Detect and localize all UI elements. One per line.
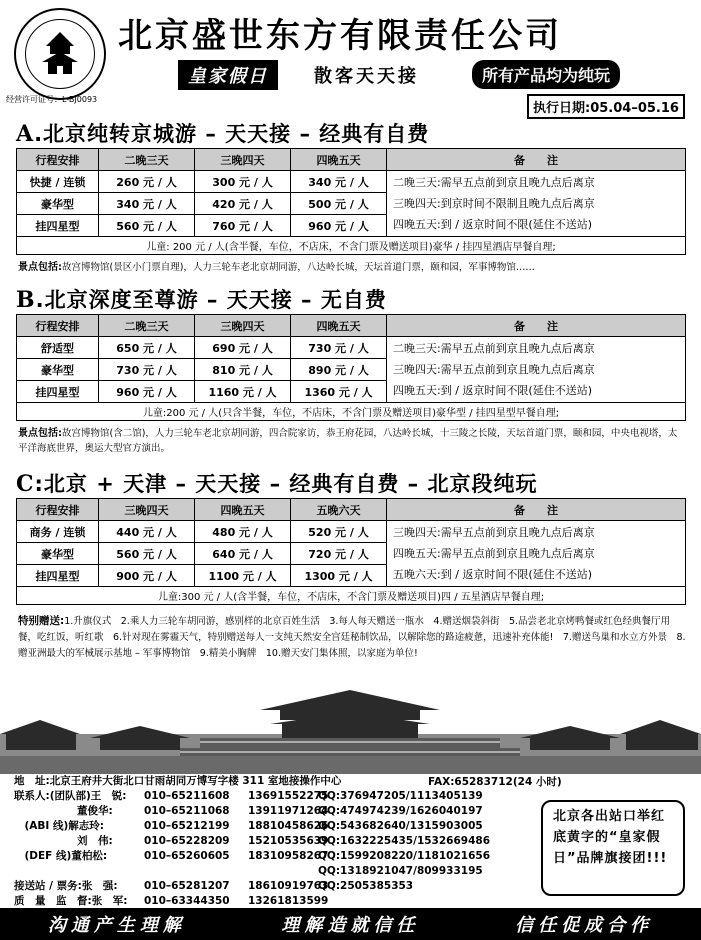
table-cell: 560 元 / 人 [99,215,195,237]
table-row [17,171,686,193]
table-cell: 520 元 / 人 [291,521,387,543]
table-cell: 960 元 / 人 [291,215,387,237]
table-cell: 1100 元 / 人 [195,565,291,587]
section-b-table [16,314,686,421]
section-a-spots: 景点包括:故宫博物馆(景区小门票自理)，人力三轮车老北京胡同游，八达岭长城，天坛首道门票，颐和园，军事博物馆…… [18,262,535,273]
table-cell: 260 元 / 人 [99,171,195,193]
table-cell: 豪华型 [17,359,99,381]
table-row [17,315,686,337]
table-cell: 440 元 / 人 [99,521,195,543]
section-a-title: A.北京纯转京城游 – 天天接 – 经典有自费 [16,121,430,147]
section-a-table [16,148,686,255]
list-item: (ABI 线)解志玲: 010–65212199 18810458626 QQ:543682640/1315903005 [14,820,483,832]
license-number: 经营许可证号：L-BJ0093 [6,95,98,104]
table-cell: 480 元 / 人 [195,521,291,543]
table-row [17,149,686,171]
table-cell: 960 元 / 人 [99,381,195,403]
table-header: 五晚六天 [291,499,387,521]
table-cell: 舒适型 [17,337,99,359]
table-cell: 1160 元 / 人 [195,381,291,403]
table-header: 二晚三天 [99,149,195,171]
footer-slogan: 沟通产生理解 [47,915,186,936]
table-header: 三晚四天 [195,149,291,171]
company-name: 北京盛世东方有限责任公司 [118,16,562,56]
company-logo [14,8,106,100]
table-cell: 730 元 / 人 [291,337,387,359]
table-cell: 420 元 / 人 [195,193,291,215]
brand-name: 皇家假日 [178,60,278,90]
table-cell: 豪华型 [17,193,99,215]
child-price: 儿童:300 元 / 人(含半餐，车位，不店床，不含门票及赠送项目)四 / 五星酒店早餐自理; [17,587,686,605]
special-gifts: 特别赠送:1.升旗仪式 2.乘人力三轮车胡同游，感别样的北京百姓生活 3.每人每天赠送一瓶水 4.赠送烟袋斜街 5.品尝老北京烤鸭餐或红色经典餐厅用餐，吃红饭，听红歌 6.针对现在雾霾天气，特别赠送每人一支纯天然安全宫廷秘制饮品，以解除您的路途疲惫，迅速补充体能! 7.赠送鸟巢和水立方外景 8.赠亚洲最大的军械展示基地 – 军事博物馆 9.精美小胸牌 10.赠天安门集体照，以家庭为单位! [18,615,686,659]
slogan: 散客天天接 [314,66,419,87]
table-cell: 720 元 / 人 [291,543,387,565]
header [0,0,701,118]
table-row [17,337,686,359]
footer-slogan: 信任促成合作 [515,915,654,936]
table-cell: 730 元 / 人 [99,359,195,381]
table-cell: 690 元 / 人 [195,337,291,359]
child-price: 儿童:200 元 / 人(只含半餐，车位，不店床，不含门票及赠送项目)豪华型 / 挂四星型早餐自理; [17,403,686,421]
table-cell: 810 元 / 人 [195,359,291,381]
section-b-spots: 景点包括:故宫博物馆(含二馆)，人力三轮车老北京胡同游，四合院家访，恭王府花园，八达岭长城，十三陵之长陵，天坛首道门票，颐和园，中央电视塔，太平洋海底世界，奥运大型官方演出。 [18,428,678,454]
table-header: 备 注 [387,499,686,521]
table-notes: 二晚三天:需早五点前到京且晚九点后离京 三晚四天:到京时间不限制且晚九点后离京 四晚五天:到 / 返京时间不限(延住不送站) [387,171,686,237]
table-cell: 900 元 / 人 [99,565,195,587]
list-item: 质 量 监 督:张 军: 010–63344350 13261813599 [14,895,329,907]
table-header: 备 注 [387,315,686,337]
table-cell: 豪华型 [17,543,99,565]
table-cell: 商务 / 连锁 [17,521,99,543]
table-cell: 快捷 / 连锁 [17,171,99,193]
table-header: 行程安排 [17,315,99,337]
table-header: 行程安排 [17,149,99,171]
list-item: 联系人:(团队部)王 锐: 010–65211608 13691552275 QQ:376947205/1113405139 [14,790,483,802]
table-header: 四晚五天 [195,499,291,521]
child-price: 儿童: 200 元 / 人(含半餐，车位，不店床，不含门票及赠送项目)豪华 / 挂四星酒店早餐自理; [17,237,686,255]
table-cell: 500 元 / 人 [291,193,387,215]
table-header: 备 注 [387,149,686,171]
table-cell: 340 元 / 人 [99,193,195,215]
execution-date: 执行日期:05.04–05.16 [527,94,685,119]
table-cell: 挂四星型 [17,215,99,237]
table-cell: 300 元 / 人 [195,171,291,193]
table-row [17,403,686,421]
list-item: 接送站 / 票务:张 强: 010–65281207 18610919763 QQ:2505385353 [14,880,414,892]
table-cell: 640 元 / 人 [195,543,291,565]
table-cell: 1360 元 / 人 [291,381,387,403]
section-b-title: B.北京深度至尊游 – 天天接 – 无自费 [16,287,387,313]
table-cell: 560 元 / 人 [99,543,195,565]
fax-number: FAX:65283712(24 小时) [428,776,562,788]
pagoda-icon [32,26,88,82]
table-row [17,499,686,521]
table-cell: 挂四星型 [17,381,99,403]
section-c-title: C:北京 + 天津 – 天天接 – 经典有自费 – 北京段纯玩 [16,471,538,497]
table-cell: 340 元 / 人 [291,171,387,193]
pickup-notice: 北京各出站口举红底黄字的“皇家假日”品牌旗接团!!! [541,800,685,896]
table-row [17,587,686,605]
list-item: (DEF 线)董柏松: 010–65260605 18310958267 QQ:1599208220/1181021656 [14,850,491,862]
table-header: 行程安排 [17,499,99,521]
table-notes: 三晚四天:需早五点前到京且晚九点后离京 四晚五天:需早五点前到京且晚九点后离京 五晚六天:到 / 返京时间不限(延住不送站) [387,521,686,587]
section-c-table [16,498,686,605]
list-item: 董俊华: 010–65211068 13911971264 QQ:474974239/1626040197 [14,805,483,817]
footer-slogans [0,908,701,940]
table-cell: 650 元 / 人 [99,337,195,359]
table-header: 三晚四天 [99,499,195,521]
table-cell: 760 元 / 人 [195,215,291,237]
address: 地 址:北京王府井大街北口甘雨胡同万博写字楼 311 室地接操作中心 [14,775,342,787]
table-cell: 挂四星型 [17,565,99,587]
all-pure-badge: 所有产品均为纯玩 [472,60,620,89]
table-notes: 二晚三天:需早五点前到京且晚九点后离京 三晚四天:需早五点前到京且晚九点后离京 四晚五天:到 / 返京时间不限(延住不送站) [387,337,686,403]
table-row [17,521,686,543]
contact-info [14,774,534,909]
list-item: QQ:1318921047/809933195 [318,865,483,877]
footer-slogan: 理解造就信任 [281,915,420,936]
table-header: 三晚四天 [195,315,291,337]
list-item: 刘 伟: 010–65228209 15210535639 QQ:1632225435/1532669486 [14,835,491,847]
table-header: 四晚五天 [291,315,387,337]
table-header: 二晚三天 [99,315,195,337]
forbidden-city-photo [0,684,701,774]
table-cell: 890 元 / 人 [291,359,387,381]
table-row [17,237,686,255]
table-header: 四晚五天 [291,149,387,171]
table-cell: 1300 元 / 人 [291,565,387,587]
